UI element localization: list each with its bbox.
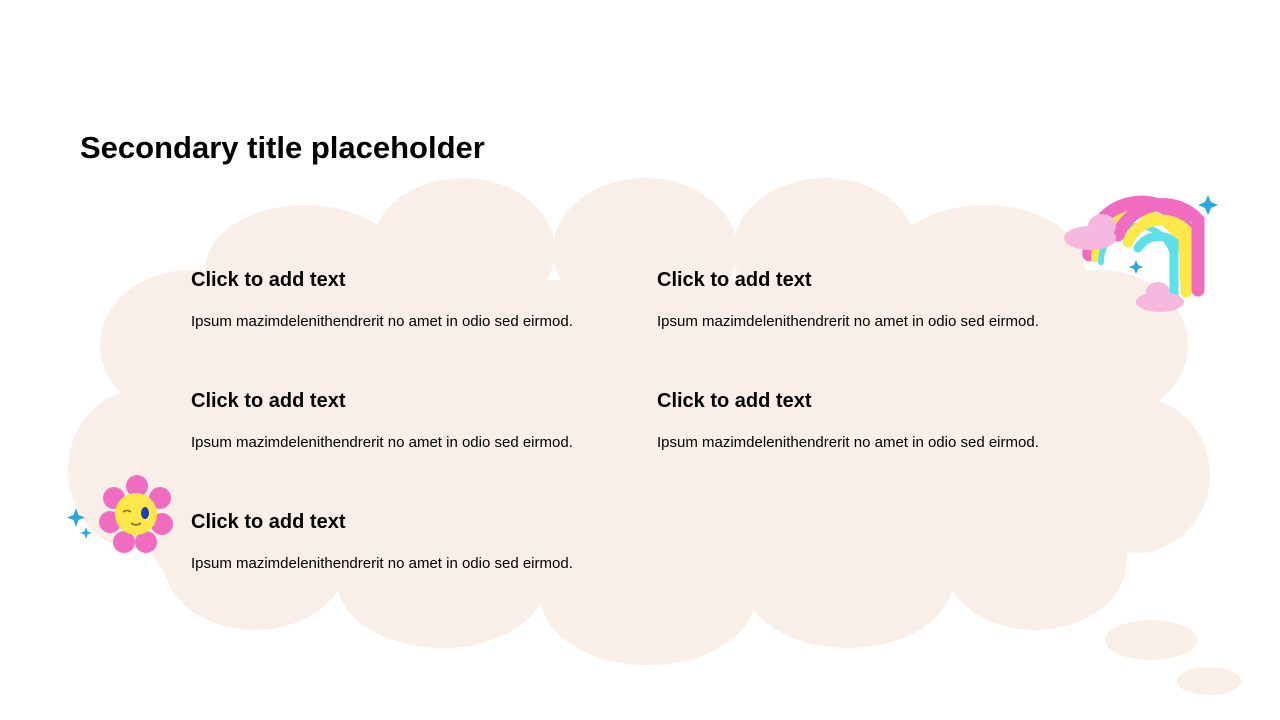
- text-block-body[interactable]: Ipsum mazimdelenithendrerit no amet in odio sed eirmod.: [657, 313, 1039, 330]
- text-block-heading[interactable]: Click to add text: [657, 269, 812, 291]
- text-block-5[interactable]: [191, 510, 631, 574]
- text-block-body[interactable]: Ipsum mazimdelenithendrerit no amet in odio sed eirmod.: [657, 434, 1039, 451]
- text-block-heading[interactable]: Click to add text: [657, 390, 812, 412]
- text-block-body[interactable]: Ipsum mazimdelenithendrerit no amet in odio sed eirmod.: [191, 555, 573, 572]
- text-block-2[interactable]: [657, 268, 1097, 332]
- text-block-3[interactable]: [191, 389, 631, 453]
- rainbow-icon: [1058, 180, 1228, 325]
- text-block-4[interactable]: [657, 389, 1097, 453]
- slide-title[interactable]: Secondary title placeholder: [80, 130, 485, 165]
- text-block-body[interactable]: Ipsum mazimdelenithendrerit no amet in odio sed eirmod.: [191, 434, 573, 451]
- sparkle-icon: [66, 506, 96, 544]
- text-block-heading[interactable]: Click to add text: [191, 390, 346, 412]
- text-block-body[interactable]: Ipsum mazimdelenithendrerit no amet in odio sed eirmod.: [191, 313, 573, 330]
- text-block-heading[interactable]: Click to add text: [191, 269, 346, 291]
- text-block-1[interactable]: [191, 268, 631, 332]
- text-block-heading[interactable]: Click to add text: [191, 511, 346, 533]
- flower-sun-icon: [96, 474, 178, 554]
